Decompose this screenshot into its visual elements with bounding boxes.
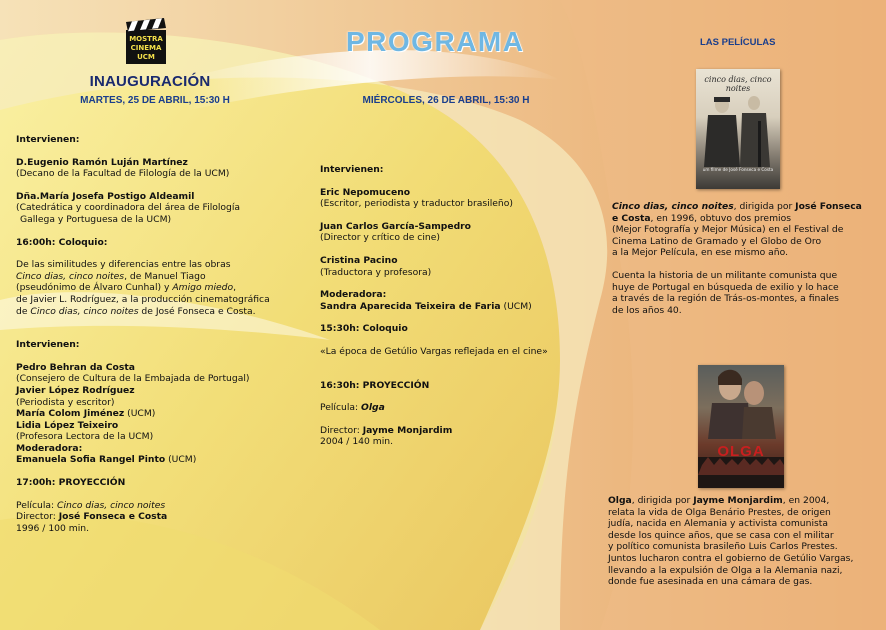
- poster-title: OLGA: [717, 443, 765, 460]
- text-line: , de Manuel Tiago: [124, 270, 206, 282]
- speaker-name: Pedro Behran da Costa: [16, 361, 135, 373]
- text-line: De las similitudes y diferencias entre las obras: [16, 259, 231, 271]
- coloquio-block: [320, 323, 590, 335]
- column-wednesday: [320, 164, 590, 448]
- speaker-name: Lidia López Teixeiro: [16, 419, 119, 431]
- text-line: y político comunista brasileño Luis Carlos Prestes.: [608, 541, 838, 553]
- speaker-name: Javier López Rodríguez: [16, 384, 135, 396]
- poster-title: cinco dias, cinco noites: [704, 75, 772, 93]
- date-wednesday: MIÉRCOLES, 26 DE ABRIL, 15:30 H: [362, 95, 530, 106]
- director-name: e Costa: [612, 212, 651, 224]
- speaker-block: [16, 191, 316, 226]
- logo-line3: UCM: [137, 53, 155, 61]
- speaker-role: (Traductora y profesora): [320, 266, 432, 278]
- coloquio-text: «La época de Getúlio Vargas reflejada en el cine»: [320, 345, 548, 357]
- film-label: Película:: [16, 499, 58, 511]
- projection-title: 17:00h: PROYECCIÓN: [16, 477, 126, 489]
- moderator-name: Emanuela Sofia Rangel Pinto: [16, 454, 166, 466]
- film-title: Cinco dias, cinco noites: [16, 270, 125, 282]
- text-line: Juntos lucharon contra el gobierno de Getúlio Vargas,: [608, 552, 854, 564]
- column-inauguration: [16, 134, 316, 534]
- speaker-role: Gallega y Portuguesa de la UCM): [20, 213, 172, 225]
- panel-speakers: [16, 362, 316, 466]
- intervienen-label: Intervienen:: [16, 339, 80, 351]
- speaker-block: [320, 187, 590, 210]
- moderator-label: Moderadora:: [320, 289, 387, 301]
- films-heading: LAS PELÍCULAS: [700, 37, 776, 48]
- projection-block: [16, 477, 316, 489]
- panel-block: [16, 339, 316, 351]
- poster-olga: [698, 365, 784, 488]
- text-line: (pseudónimo de Álvaro Cunhal) y: [16, 282, 173, 294]
- speaker-name: María Colom Jiménez: [16, 408, 125, 420]
- projection-title: 16:30h: PROYECCIÓN: [320, 379, 430, 391]
- director-label: Director:: [320, 424, 363, 436]
- speaker-role: (Consejero de Cultura de la Embajada de Portugal): [16, 373, 250, 385]
- director-name: Jayme Monjardim: [693, 495, 783, 506]
- moderator-name: Sandra Aparecida Teixeira de Faria: [320, 300, 501, 312]
- date-tuesday: MARTES, 25 DE ABRIL, 15:30 H: [80, 95, 230, 106]
- film-title: Olga: [361, 402, 385, 414]
- text-line: ,: [233, 282, 237, 294]
- speaker-role: (Profesora Lectora de la UCM): [16, 431, 154, 443]
- film-description-olga: [608, 495, 880, 588]
- text-line: de los años 40.: [612, 304, 682, 316]
- coloquio-block: [16, 237, 316, 249]
- film-label: Película:: [320, 402, 362, 414]
- director-name: José Fonseca e Costa: [58, 511, 168, 523]
- text-line: Cinema Latino de Gramado y el Globo de Oro: [612, 235, 822, 247]
- speaker-role: (Catedrática y coordinadora del área de Filología: [16, 202, 241, 214]
- speaker-role: (Decano de la Facultad de Filología de la UCM): [16, 168, 230, 180]
- poster-cinco-dias: [696, 69, 780, 189]
- speaker-name: Cristina Pacino: [320, 254, 398, 266]
- text-line: a la Mejor Película, en ese mismo año.: [612, 247, 788, 259]
- text-line: , en 2004,: [782, 495, 830, 506]
- logo-line2: CINEMA: [130, 44, 162, 52]
- director-info: [320, 425, 590, 448]
- moderator-role: (UCM): [500, 300, 532, 312]
- film-info: [320, 402, 590, 414]
- film-title: Cinco dias, cinco noites: [612, 201, 734, 212]
- text-line: donde fue asesinada en una cámara de gas.: [608, 576, 813, 588]
- intervienen-label: Intervienen:: [16, 134, 80, 145]
- text-line: judía, nacida en Alemania y activista comunista: [608, 518, 829, 530]
- text-line: relata la vida de Olga Benário Prestes, de origen: [608, 506, 831, 518]
- intervienen-label: Intervienen:: [320, 164, 384, 175]
- film-title: Olga: [608, 495, 632, 506]
- film-meta: 1996 / 100 min.: [16, 522, 90, 534]
- film-meta: 2004 / 140 min.: [320, 436, 394, 448]
- coloquio-description: [320, 346, 590, 358]
- poster-credit: um filme de José Fonseca e Costa: [702, 167, 774, 172]
- text-line: desde los quince años, que se casa con el militar: [608, 529, 834, 541]
- text-line: de Javier L. Rodríguez, a la producción cinematográfica: [16, 293, 270, 305]
- projection-block: [320, 380, 590, 392]
- director-name: Jayme Monjardim: [362, 424, 453, 436]
- director-name: José Fonseca: [795, 201, 862, 212]
- poster-figures-image: [696, 91, 780, 167]
- speaker-name: Eric Nepomuceno: [320, 186, 411, 198]
- film-description-cinco-dias: [612, 201, 880, 316]
- speaker-role: (Escritor, periodista y traductor brasileño): [320, 198, 513, 210]
- text-line: de: [16, 305, 31, 317]
- text-line: (Mejor Fotografía y Mejor Música) en el Festival de: [612, 224, 844, 236]
- moderator-label: Moderadora:: [16, 442, 83, 454]
- inauguration-heading: INAUGURACIÓN: [89, 73, 211, 90]
- speaker-block: [320, 221, 590, 244]
- text-line: a través de la región de Trás-os-montes, a finales: [612, 293, 839, 305]
- speaker-name: Dña.María Josefa Postigo Aldeamil: [16, 190, 195, 202]
- film-title: Cinco dias, cinco noites: [30, 305, 139, 317]
- text-line: , dirigida por: [733, 201, 796, 212]
- speaker-role: (Director y crítico de cine): [320, 232, 440, 244]
- speaker-block: [16, 157, 316, 180]
- film-title: Cinco dias, cinco noites: [57, 499, 166, 511]
- moderator-role: (UCM): [165, 454, 197, 466]
- speaker-role: (UCM): [124, 408, 156, 420]
- director-label: Director:: [16, 511, 59, 523]
- book-title: Amigo miedo: [172, 282, 234, 294]
- coloquio-title: 15:30h: Coloquio: [320, 323, 408, 335]
- text-line: Cuenta la historia de un militante comunista que: [612, 269, 838, 281]
- speaker-name: D.Eugenio Ramón Luján Martínez: [16, 156, 188, 168]
- clapperboard-icon: [124, 18, 168, 66]
- text-line: de José Fonseca e Costa.: [138, 305, 256, 317]
- moderator-block: [320, 289, 590, 312]
- coloquio-description: [16, 259, 316, 317]
- poster-couple-image: [698, 365, 784, 488]
- coloquio-title: 16:00h: Coloquio:: [16, 236, 108, 248]
- program-title: PROGRAMA: [346, 26, 525, 57]
- film-synopsis: [612, 270, 880, 316]
- film-info: [16, 500, 316, 535]
- speaker-block: [320, 255, 590, 278]
- speaker-name: Juan Carlos García-Sampedro: [320, 220, 471, 232]
- text-line: llevando a la expulsión de Olga a la Alemania nazi,: [608, 564, 843, 576]
- text-line: , en 1996, obtuvo dos premios: [650, 212, 791, 224]
- logo-line1: MOSTRA: [129, 35, 163, 43]
- speaker-role: (Periodista y escritor): [16, 396, 115, 408]
- text-line: huye de Portugal en búsqueda de exilio y lo hace: [612, 281, 839, 293]
- text-line: , dirigida por: [631, 495, 694, 506]
